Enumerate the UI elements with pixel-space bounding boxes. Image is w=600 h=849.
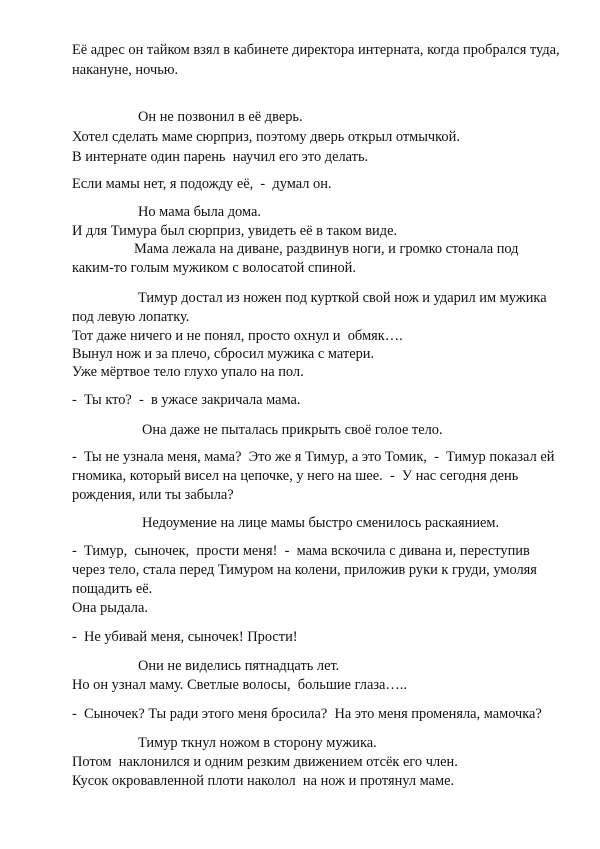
text-line: Вынул нож и за плечо, сбросил мужика с матери. <box>72 346 375 362</box>
text-line-indented: Он не позвонил в её дверь. <box>138 109 303 125</box>
dialogue-line: - Тимур, сыночек, прости меня! - мама вскочила с дивана и, переступив <box>72 543 530 559</box>
text-line-indented: Тимур ткнул ножом в сторону мужика. <box>138 735 377 751</box>
text-line: через тело, стала перед Тимуром на колени, приложив руки к груди, умоляя <box>72 562 537 578</box>
text-line: Её адрес он тайком взял в кабинете директора интерната, когда пробрался туда, <box>72 42 560 58</box>
text-line-indented: Недоумение на лице мамы быстро сменилось раскаянием. <box>142 515 500 531</box>
dialogue-line: - Ты не узнала меня, мама? Это же я Тимур, а это Томик, - Тимур показал ей <box>72 449 555 465</box>
text-line: Тот даже ничего и не понял, просто охнул и обмяк…. <box>72 328 403 344</box>
dialogue-line: - Сыночек? Ты ради этого меня бросила? На это меня променяла, мамочка? <box>72 706 542 722</box>
text-line: под левую лопатку. <box>72 309 190 325</box>
text-line: И для Тимура был сюрприз, увидеть её в таком виде. <box>72 223 398 239</box>
text-line: пощадить её. <box>72 581 153 597</box>
text-line: Но он узнал маму. Светлые волосы, большие глаза….. <box>72 677 407 693</box>
text-line-indented: Но мама была дома. <box>138 204 261 220</box>
text-line: Если мамы нет, я подожду её, - думал он. <box>72 176 332 192</box>
text-line-indented: Они не виделись пятнадцать лет. <box>138 658 340 674</box>
text-line: гномика, который висел на цепочке, у него на шее. - У нас сегодня день <box>72 468 519 484</box>
text-line: рождения, или ты забыла? <box>72 487 234 503</box>
text-line: Она рыдала. <box>72 600 148 616</box>
text-line: В интернате один парень научил его это делать. <box>72 149 369 165</box>
text-line: накануне, ночью. <box>72 62 179 78</box>
text-line-indented: Мама лежала на диване, раздвинув ноги, и громко стонала под <box>134 241 519 257</box>
text-line: Уже мёртвое тело глухо упало на пол. <box>72 364 304 380</box>
text-line-indented: Она даже не пыталась прикрыть своё голое тело. <box>142 422 443 438</box>
text-line: Кусок окровавленной плоти наколол на нож и протянул маме. <box>72 773 455 789</box>
dialogue-line: - Ты кто? - в ужасе закричала мама. <box>72 392 301 408</box>
dialogue-line: - Не убивай меня, сыночек! Прости! <box>72 629 298 645</box>
text-line: Потом наклонился и одним резким движением отсёк его член. <box>72 754 458 770</box>
text-line: каким-то голым мужиком с волосатой спиной. <box>72 260 356 276</box>
text-line-indented: Тимур достал из ножен под курткой свой нож и ударил им мужика <box>138 290 547 306</box>
text-line: Хотел сделать маме сюрприз, поэтому дверь открыл отмычкой. <box>72 129 460 145</box>
